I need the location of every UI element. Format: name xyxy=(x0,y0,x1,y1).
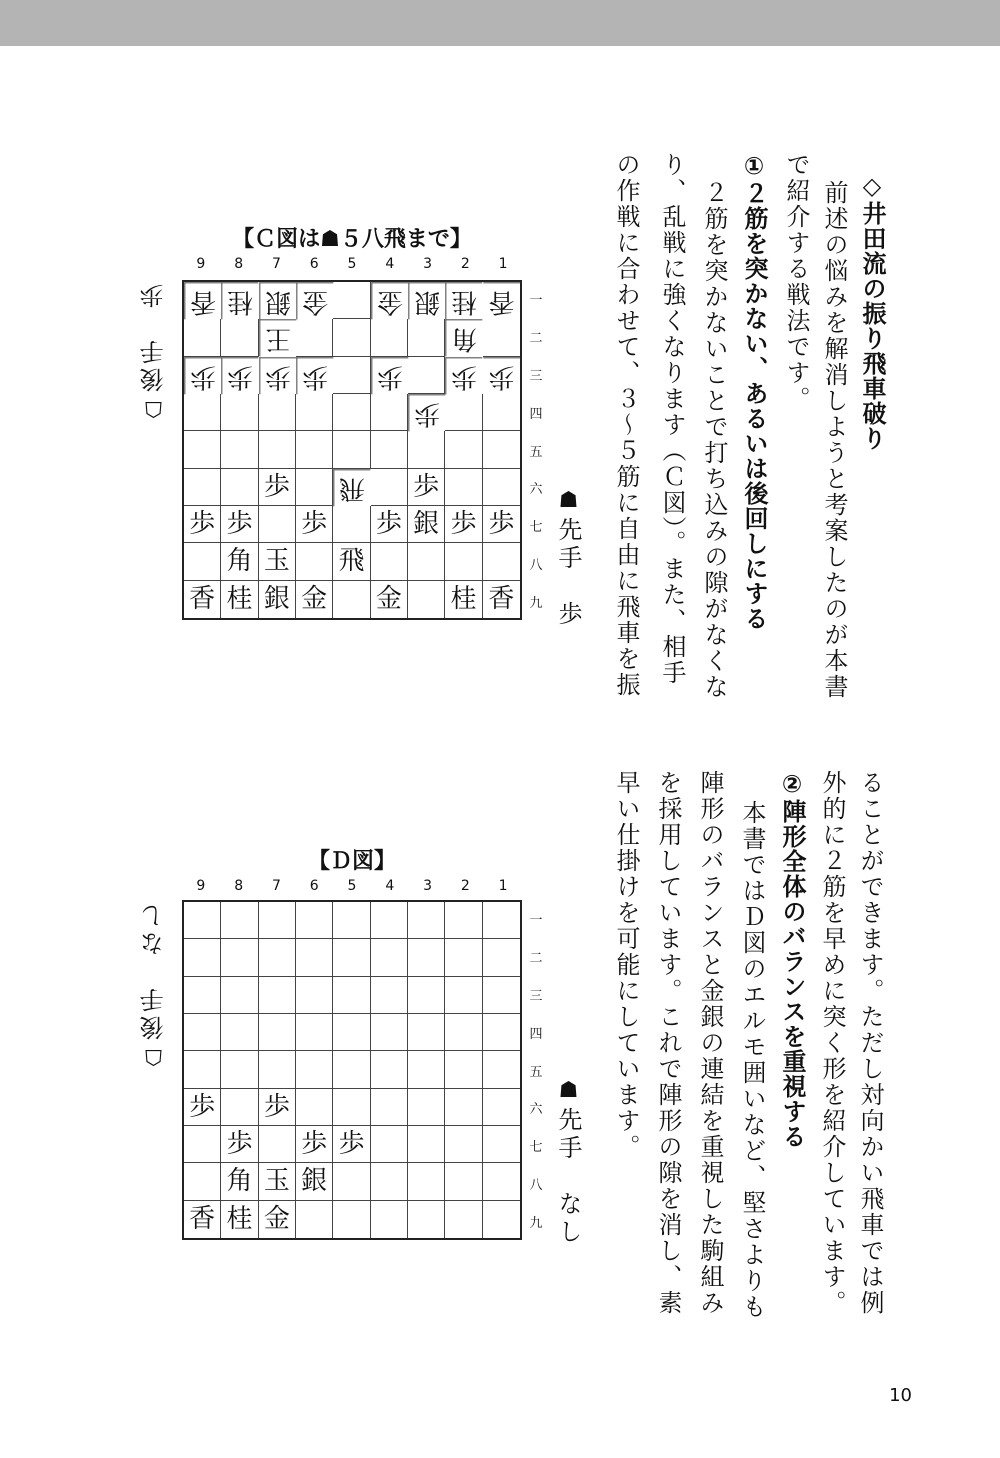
rank-label: 六 xyxy=(529,482,543,498)
board-square xyxy=(221,977,258,1014)
sente-piece: 角 xyxy=(221,1163,258,1200)
board-square xyxy=(184,939,221,976)
gote-piece: 歩 xyxy=(259,357,296,394)
board-square xyxy=(296,977,333,1014)
rank-label: 一 xyxy=(529,913,543,929)
sente-piece: 歩 xyxy=(184,1089,221,1126)
board-square xyxy=(221,902,258,939)
gote-piece: 金 xyxy=(371,282,408,319)
gote-piece: 歩 xyxy=(445,357,482,394)
diagram-d-gote-hand xyxy=(142,900,166,1069)
sente-label: 先手 xyxy=(554,517,582,573)
rank-label: 二 xyxy=(529,951,543,967)
board-square xyxy=(483,543,520,580)
board-square xyxy=(333,1014,370,1051)
file-label: 3 xyxy=(423,878,433,894)
board-square xyxy=(408,357,445,394)
rank-label: 九 xyxy=(529,1215,543,1231)
rank-label: 一 xyxy=(529,293,543,309)
board-square xyxy=(184,1126,221,1163)
sente-mark-icon: ☗ xyxy=(556,1078,581,1107)
board-square xyxy=(259,939,296,976)
board-square xyxy=(184,543,221,580)
board-square xyxy=(408,939,445,976)
board-square xyxy=(296,1089,333,1126)
gote-label: 後手 xyxy=(140,336,168,392)
gote-piece: 王 xyxy=(259,319,296,356)
board-square xyxy=(408,1201,445,1238)
board-square xyxy=(483,1163,520,1200)
board-square xyxy=(445,431,482,468)
file-label: 8 xyxy=(234,256,244,272)
file-label: 3 xyxy=(423,256,433,272)
board-square xyxy=(221,1014,258,1051)
gote-piece: 歩 xyxy=(408,394,445,431)
rank-label: 八 xyxy=(529,1177,543,1193)
sente-piece: 銀 xyxy=(408,506,445,543)
subheading: ②陣形全体のバランスを重視する xyxy=(778,770,806,1149)
board-square xyxy=(296,319,333,356)
board-square xyxy=(483,977,520,1014)
gote-piece: 歩 xyxy=(296,357,333,394)
gote-piece: 歩 xyxy=(483,357,520,394)
board-square xyxy=(483,1051,520,1088)
board-square xyxy=(371,1163,408,1200)
diagram-d-title: 【Ｄ図】 xyxy=(307,849,396,874)
text-line: 早い仕掛けを可能にしています。 xyxy=(612,770,640,1160)
sente-piece: 歩 xyxy=(371,506,408,543)
sente-piece: 角 xyxy=(221,543,258,580)
diagram-c-gote-hand xyxy=(142,280,166,421)
board-square xyxy=(445,1163,482,1200)
board-square xyxy=(371,977,408,1014)
board-square xyxy=(296,902,333,939)
sente-piece: 飛 xyxy=(333,543,370,580)
sente-piece: 玉 xyxy=(259,543,296,580)
board-square xyxy=(184,1163,221,1200)
board-square xyxy=(184,977,221,1014)
board-square xyxy=(483,1014,520,1051)
board-square xyxy=(445,939,482,976)
board-square xyxy=(259,1014,296,1051)
board-square xyxy=(333,581,370,618)
sente-piece: 歩 xyxy=(408,469,445,506)
board-square xyxy=(408,1051,445,1088)
gote-piece: 香 xyxy=(184,282,221,319)
board-square xyxy=(445,977,482,1014)
board-square xyxy=(483,902,520,939)
board-square xyxy=(221,1051,258,1088)
board-square xyxy=(184,1051,221,1088)
board-square xyxy=(259,902,296,939)
sente-piece: 歩 xyxy=(296,506,333,543)
board-square xyxy=(408,319,445,356)
rank-label: 八 xyxy=(529,557,543,573)
board-square xyxy=(483,1089,520,1126)
board-square xyxy=(371,431,408,468)
board-square xyxy=(483,1201,520,1238)
board-square xyxy=(483,939,520,976)
board-square xyxy=(333,1089,370,1126)
sente-piece: 歩 xyxy=(221,1126,258,1163)
board-square xyxy=(296,394,333,431)
board-square xyxy=(445,469,482,506)
sente-piece: 歩 xyxy=(184,506,221,543)
board-square xyxy=(184,902,221,939)
board-square xyxy=(296,1051,333,1088)
gote-piece: 桂 xyxy=(445,282,482,319)
board-square xyxy=(333,1163,370,1200)
board-square xyxy=(408,902,445,939)
board-square xyxy=(445,1051,482,1088)
board-square xyxy=(184,1014,221,1051)
subheading: ①２筋を突かない、あるいは後回しにする xyxy=(740,152,768,631)
gote-piece: 金 xyxy=(296,282,333,319)
gote-piece: 歩 xyxy=(371,357,408,394)
diagram-c-board xyxy=(182,280,522,620)
sente-piece: 歩 xyxy=(333,1126,370,1163)
gote-piece: 歩 xyxy=(184,357,221,394)
board-square xyxy=(333,902,370,939)
board-square xyxy=(333,506,370,543)
board-square xyxy=(259,1051,296,1088)
rank-label: 七 xyxy=(529,520,543,536)
board-square xyxy=(333,394,370,431)
file-label: 6 xyxy=(309,878,319,894)
diagram-c-rank-labels xyxy=(526,280,546,620)
diagram-d-file-labels xyxy=(182,878,522,898)
board-square xyxy=(333,357,370,394)
board-square xyxy=(333,431,370,468)
gote-piece: 歩 xyxy=(221,357,258,394)
gote-pieces: なし xyxy=(140,900,168,956)
board-square xyxy=(408,1089,445,1126)
sente-piece: 歩 xyxy=(259,1089,296,1126)
board-square xyxy=(445,1201,482,1238)
board-square xyxy=(221,1089,258,1126)
board-square xyxy=(296,939,333,976)
file-label: 9 xyxy=(196,256,206,272)
board-square xyxy=(371,1014,408,1051)
board-square xyxy=(296,543,333,580)
diagram-d-board xyxy=(182,900,522,1240)
sente-piece: 銀 xyxy=(259,581,296,618)
board-square xyxy=(445,1014,482,1051)
board-square xyxy=(296,1014,333,1051)
sente-piece: 金 xyxy=(371,581,408,618)
sente-piece: 歩 xyxy=(483,506,520,543)
board-square xyxy=(259,977,296,1014)
board-square xyxy=(371,939,408,976)
board-square xyxy=(445,902,482,939)
text-line: の作戦に合わせて、３〜５筋に自由に飛車を振 xyxy=(612,152,640,698)
text-line: 陣形のバランスと金銀の連結を重視した駒組み xyxy=(696,770,724,1316)
diagram-c-file-labels xyxy=(182,256,522,276)
sente-piece: 香 xyxy=(184,581,221,618)
board-square xyxy=(333,1201,370,1238)
gote-piece: 銀 xyxy=(408,282,445,319)
sente-piece: 歩 xyxy=(221,506,258,543)
gote-piece: 香 xyxy=(483,282,520,319)
file-label: 2 xyxy=(460,878,470,894)
sente-piece: 玉 xyxy=(259,1163,296,1200)
board-square xyxy=(259,1126,296,1163)
board-square xyxy=(333,939,370,976)
board-square xyxy=(408,1014,445,1051)
board-square xyxy=(221,394,258,431)
text-line: ２筋を突かないことで打ち込みの隙がなくな xyxy=(700,180,728,700)
board-square xyxy=(445,543,482,580)
section-heading: ◇井田流の振り飛車破り xyxy=(858,172,886,451)
diagram-c-sente-hand xyxy=(556,488,580,629)
text-line: を採用しています。これで陣形の隙を消し、素 xyxy=(654,770,682,1316)
board-square xyxy=(371,469,408,506)
board-square xyxy=(445,394,482,431)
board-square xyxy=(371,1089,408,1126)
gote-piece: 銀 xyxy=(259,282,296,319)
board-square xyxy=(483,394,520,431)
board-square xyxy=(259,394,296,431)
file-label: 5 xyxy=(347,256,357,272)
board-square xyxy=(371,1051,408,1088)
text-line: 本書ではＤ図のエルモ囲いなど、堅さよりも xyxy=(738,800,766,1320)
sente-piece: 歩 xyxy=(296,1126,333,1163)
file-label: 7 xyxy=(271,878,281,894)
diagram-d-rank-labels xyxy=(526,900,546,1240)
sente-mark-icon: ☗ xyxy=(556,488,581,517)
board-square xyxy=(483,319,520,356)
file-label: 1 xyxy=(498,256,508,272)
rank-label: 四 xyxy=(529,1026,543,1042)
file-label: 7 xyxy=(271,256,281,272)
sente-piece: 桂 xyxy=(445,581,482,618)
sente-piece: 歩 xyxy=(445,506,482,543)
sente-piece: 金 xyxy=(259,1201,296,1238)
gote-label: 後手 xyxy=(140,984,168,1040)
board-square xyxy=(184,469,221,506)
board-square xyxy=(296,1201,333,1238)
rank-label: 三 xyxy=(529,988,543,1004)
header-band xyxy=(0,0,1000,46)
gote-piece: 角 xyxy=(445,319,482,356)
page-number: 10 xyxy=(889,1385,912,1406)
file-label: 5 xyxy=(347,878,357,894)
gote-piece: 桂 xyxy=(221,282,258,319)
gote-piece: 飛 xyxy=(333,469,370,506)
gote-pieces: 歩 xyxy=(140,280,168,308)
board-square xyxy=(296,469,333,506)
sente-piece: 金 xyxy=(296,581,333,618)
board-square xyxy=(408,543,445,580)
board-square xyxy=(408,431,445,468)
board-square xyxy=(371,543,408,580)
text-line: 外的に２筋を早めに突く形を紹介しています。 xyxy=(818,770,846,1316)
sente-piece: 銀 xyxy=(296,1163,333,1200)
file-label: 1 xyxy=(498,878,508,894)
sente-label: 先手 xyxy=(554,1107,582,1163)
board-square xyxy=(408,1126,445,1163)
file-label: 9 xyxy=(196,878,206,894)
rank-label: 七 xyxy=(529,1140,543,1156)
file-label: 6 xyxy=(309,256,319,272)
board-square xyxy=(371,319,408,356)
board-square xyxy=(184,319,221,356)
diagram-c-title: 【Ｃ図は☗５八飛まで】 xyxy=(232,227,472,252)
board-square xyxy=(259,506,296,543)
board-square xyxy=(221,469,258,506)
board-square xyxy=(408,977,445,1014)
board-square xyxy=(483,469,520,506)
rank-label: 六 xyxy=(529,1102,543,1118)
sente-piece: 桂 xyxy=(221,1201,258,1238)
board-square xyxy=(445,1089,482,1126)
rank-label: 四 xyxy=(529,406,543,422)
board-square xyxy=(184,431,221,468)
text-line: 前述の悩みを解消しようと考案したのが本書 xyxy=(820,180,848,700)
rank-label: 九 xyxy=(529,595,543,611)
gote-mark-icon: ☖ xyxy=(141,392,166,421)
board-square xyxy=(184,394,221,431)
board-square xyxy=(259,431,296,468)
board-square xyxy=(445,1126,482,1163)
sente-pieces: 歩 xyxy=(554,601,582,629)
board-square xyxy=(333,319,370,356)
board-square xyxy=(408,1163,445,1200)
file-label: 8 xyxy=(234,878,244,894)
sente-pieces: なし xyxy=(554,1191,582,1247)
rank-label: 三 xyxy=(529,368,543,384)
sente-piece: 桂 xyxy=(221,581,258,618)
file-label: 4 xyxy=(385,878,395,894)
board-square xyxy=(371,1201,408,1238)
board-square xyxy=(221,431,258,468)
text-line: で紹介する戦法です。 xyxy=(782,152,810,412)
board-square xyxy=(483,1126,520,1163)
board-square xyxy=(296,431,333,468)
file-label: 4 xyxy=(385,256,395,272)
sente-piece: 歩 xyxy=(259,469,296,506)
board-square xyxy=(408,581,445,618)
board-square xyxy=(483,431,520,468)
board-square xyxy=(333,977,370,1014)
board-square xyxy=(371,902,408,939)
rank-label: 二 xyxy=(529,331,543,347)
text-line: ることができます。ただし対向かい飛車では例 xyxy=(856,770,884,1316)
diagram-d-sente-hand xyxy=(556,1078,580,1247)
file-label: 2 xyxy=(460,256,470,272)
board-square xyxy=(221,319,258,356)
board-square xyxy=(221,939,258,976)
rank-label: 五 xyxy=(529,1064,543,1080)
rank-label: 五 xyxy=(529,444,543,460)
text-line: り、乱戦に強くなります（Ｃ図）。また、相手 xyxy=(658,152,686,686)
board-square xyxy=(333,282,370,319)
gote-mark-icon: ☖ xyxy=(141,1040,166,1069)
sente-piece: 香 xyxy=(488,584,515,615)
board-square xyxy=(371,1126,408,1163)
sente-piece: 香 xyxy=(184,1201,221,1238)
board-square xyxy=(371,394,408,431)
board-square xyxy=(333,1051,370,1088)
